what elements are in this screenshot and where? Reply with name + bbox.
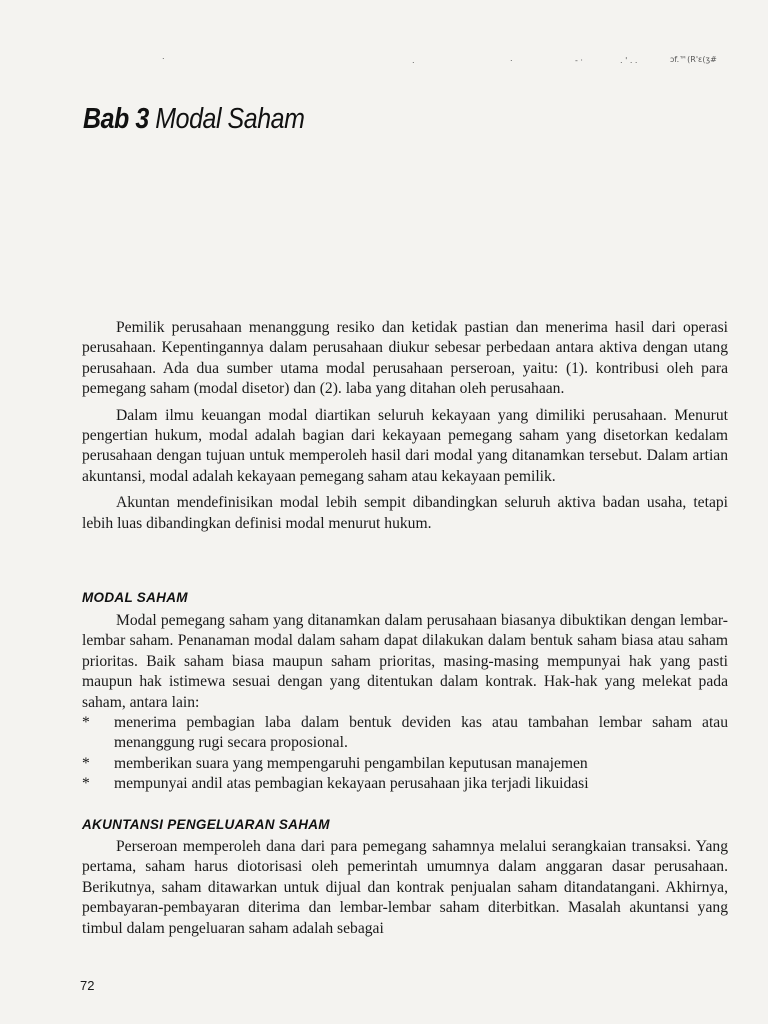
list-item-text: mempunyai andil atas pembagian kekayaan perusahaan jika terjadi likuidasi	[114, 775, 589, 793]
modal-saham-paragraph: Modal pemegang saham yang ditanamkan dalam perusahaan biasanya dibuktikan dengan lembar-lembar saham. Penanaman modal dalam saham dapat dilakukan dalam bentuk saham biasa atau saham prioritas. Baik saham biasa maupun saham prioritas, masing-masing mempunyai hak yang pasti maupun hak istimewa sesuai dengan yang ditentukan dalam kontrak. Hak-hak yang melekat pada saham, antara lain:	[82, 612, 728, 711]
section-heading-modal-saham: MODAL SAHAM	[82, 590, 188, 605]
scan-mark: ɔf.™(R'ɛ(ʒ#	[670, 55, 717, 64]
list-item	[82, 713, 728, 754]
scan-mark: .	[162, 52, 165, 61]
chapter-label: Bab 3	[83, 103, 149, 135]
list-item	[82, 754, 728, 774]
scan-header-marks	[150, 52, 740, 66]
intro-section	[82, 318, 728, 540]
list-item-text: memberikan suara yang mempengaruhi pengambilan keputusan manajemen	[114, 754, 588, 772]
scan-mark: - ·	[575, 56, 583, 65]
bullet-marker: *	[82, 714, 90, 732]
section-heading-akuntansi: AKUNTANSI PENGELUARAN SAHAM	[82, 817, 330, 832]
akuntansi-paragraph: Perseroan memperoleh dana dari para pemegang sahamnya melalui serangkaian transaksi. Yang pertama, saham harus diotorisasi oleh pemerintah umumnya dalam anggaran dasar perusahaan. Berikutnya, saham ditawarkan untuk dijual dan kontrak penjualan saham ditandatangani. Akhirnya, pembayaran-pembayaran diterima dan lembar-lembar saham diterbitkan. Masalah akuntansi yang timbul dalam pengeluaran saham adalah sebagai	[82, 838, 728, 937]
bullet-marker: *	[82, 754, 90, 772]
chapter-name: Modal Saham	[155, 103, 305, 135]
modal-saham-section	[82, 611, 728, 795]
chapter-title	[83, 103, 304, 136]
akuntansi-section	[82, 837, 728, 945]
scan-mark: . ' . .	[620, 56, 638, 65]
intro-paragraph-2: Dalam ilmu keuangan modal diartikan seluruh kekayaan yang dimiliki perusahaan. Menurut pengertian hukum, modal adalah bagian dari kekayaan pemegang saham yang disetorkan kedalam perusahaan dengan tujuan untuk memperoleh hasil dari modal yang ditanamkan tersebut. Dalam artian akuntansi, modal adalah kekayaan pemegang saham atau kekayaan pemilik.	[82, 406, 728, 485]
rights-list	[82, 713, 728, 795]
scan-mark: .	[510, 54, 513, 63]
scan-mark: .	[412, 56, 415, 65]
intro-paragraph-1: Pemilik perusahaan menanggung resiko dan ketidak pastian dan menerima hasil dari operasi perusahaan. Kepentingannya dalam perusahaan diukur sebesar perbedaan antara aktiva dengan utang perusahaan. Ada dua sumber utama modal perusahaan perseroan, yaitu: (1). kontribusi oleh para pemegang saham (modal disetor) dan (2). laba yang ditahan oleh perusahaan.	[82, 319, 728, 398]
bullet-marker: *	[82, 775, 90, 793]
intro-paragraph-3: Akuntan mendefinisikan modal lebih sempit dibandingkan seluruh aktiva badan usaha, tetapi lebih luas dibandingkan definisi modal menurut hukum.	[82, 494, 728, 532]
list-item-text: menerima pembagian laba dalam bentuk deviden kas atau tambahan lembar saham atau menanggung rugi secara proposional.	[114, 714, 728, 752]
list-item	[82, 774, 728, 794]
page-number: 72	[80, 978, 95, 993]
